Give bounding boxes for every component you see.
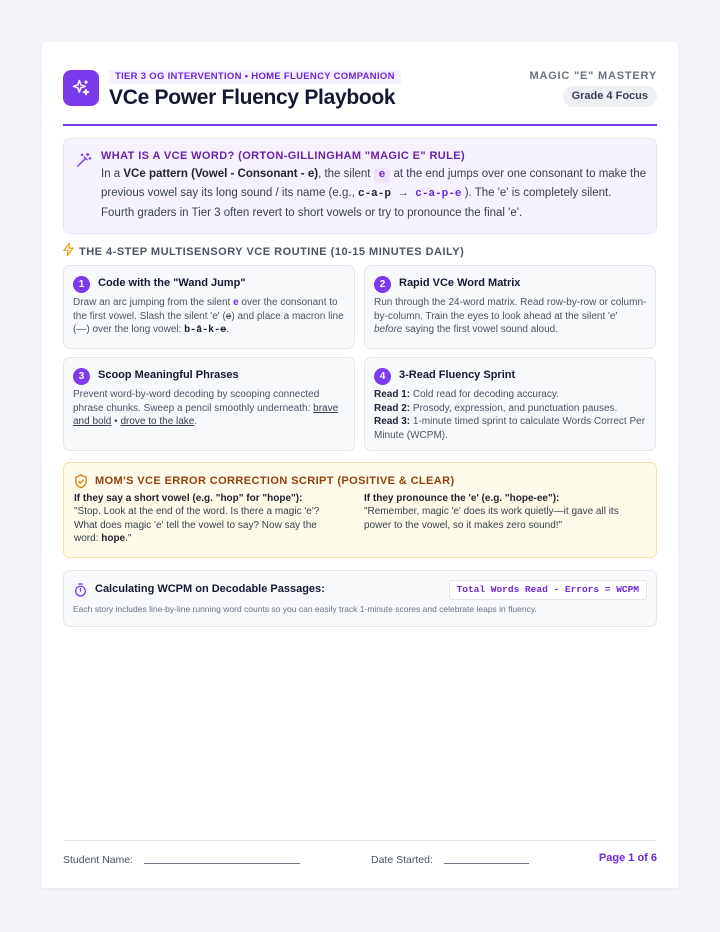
phrase-chunk: drove to the lake — [120, 416, 195, 427]
page-title: VCe Power Fluency Playbook — [109, 86, 396, 109]
worksheet-page — [42, 42, 678, 888]
definition-text: In a VCe pattern (Vowel - Consonant - e), the silent e at the end jumps over one consonant to make the previous vowel say its long sound / its name (e.g., c-a-p → c-a-p-e ). The 'e' is completely silent. Fourth graders in Tier 3 often revert to short vowels or try to pronounce the final 'e'. — [101, 168, 647, 219]
wcpm-formula: Total Words Read - Errors = WCPM — [449, 580, 647, 600]
step-title: Rapid VCe Word Matrix — [399, 277, 521, 289]
pronounced-e-script: If they pronounce the 'e' (e.g. "hope-ee"): "Remember, magic 'e' does its work quietly—it gave all its power to the vowel, so it makes zero sound!" — [364, 493, 619, 531]
step-title: Code with the "Wand Jump" — [98, 277, 246, 289]
header-divider — [63, 124, 657, 126]
lightning-icon — [63, 243, 74, 261]
wcpm-box — [63, 570, 657, 627]
step-title: Scoop Meaningful Phrases — [98, 369, 239, 381]
header-tagline: TIER 3 OG INTERVENTION • HOME FLUENCY COMPANION — [109, 70, 401, 84]
step-card-4 — [364, 357, 656, 451]
routine-heading: THE 4-STEP MULTISENSORY VCE ROUTINE (10-15 MINUTES DAILY) — [63, 244, 464, 260]
step-body: Draw an arc jumping from the silent e over the consonant to the first vowel. Slash the silent 'e' (e) and place a macron line (—) over the long vowel: b-ā-k-e. — [73, 297, 344, 336]
step-body: Read 1: Cold read for decoding accuracy. Read 2: Prosody, expression, and punctuation pauses. Read 3: 1-minute timed sprint to calculate Words Correct Per Minute (WCPM). — [374, 389, 646, 441]
footer-divider — [63, 840, 657, 841]
error-correction-title: MOM'S VCE ERROR CORRECTION SCRIPT (POSITIVE & CLEAR) — [95, 475, 455, 487]
step-card-3 — [63, 357, 355, 451]
step-body: Run through the 24-word matrix. Read row-by-row or column-by-column. Train the eyes to look ahead at the silent 'e' before saying the first vowel sound aloud. — [374, 297, 647, 335]
shield-check-icon — [74, 474, 88, 494]
example-short-word: c-a-p — [357, 188, 391, 200]
definition-title: WHAT IS A VCE WORD? (ORTON-GILLINGHAM "MAGIC E" RULE) — [101, 150, 466, 162]
silent-e-chip: e — [374, 168, 391, 183]
brand-label: MAGIC "E" MASTERY — [529, 70, 657, 82]
step-title: 3-Read Fluency Sprint — [399, 369, 516, 381]
step-number: 3 — [73, 368, 90, 385]
student-name-label: Student Name: — [63, 854, 134, 866]
step-card-2 — [364, 265, 656, 349]
magic-wand-icon — [75, 152, 92, 174]
definition-box — [63, 138, 657, 234]
error-correction-box — [63, 462, 657, 558]
grade-badge: Grade 4 Focus — [563, 86, 657, 107]
phrase-chunk: brave and bold — [73, 402, 339, 427]
date-started-line[interactable] — [444, 863, 529, 864]
stopwatch-icon — [74, 583, 87, 602]
step-number: 4 — [374, 368, 391, 385]
date-started-label: Date Started: — [371, 854, 433, 866]
step-number: 2 — [374, 276, 391, 293]
sparkles-logo-icon — [63, 70, 99, 106]
student-name-line[interactable] — [144, 863, 300, 864]
short-vowel-script: If they say a short vowel (e.g. "hop" for "hope"): "Stop. Look at the end of the word. Is there a magic 'e'? What does magic 'e' tell the vowel to say? Now say the word: hope." — [74, 493, 320, 544]
wcpm-note: Each story includes line-by-line running word counts so you can easily track 1-minute scores and celebrate leaps in fluency. — [73, 604, 537, 614]
step-body: Prevent word-by-word decoding by scooping connected phrase chunks. Sweep a pencil smoothly underneath: brave and bold • drove to the lake. — [73, 389, 339, 427]
wcpm-title: Calculating WCPM on Decodable Passages: — [95, 583, 325, 595]
page-number: Page 1 of 6 — [598, 852, 657, 864]
step-card-1 — [63, 265, 355, 349]
example-long-word: c-a-p-e — [415, 188, 462, 200]
step-number: 1 — [73, 276, 90, 293]
